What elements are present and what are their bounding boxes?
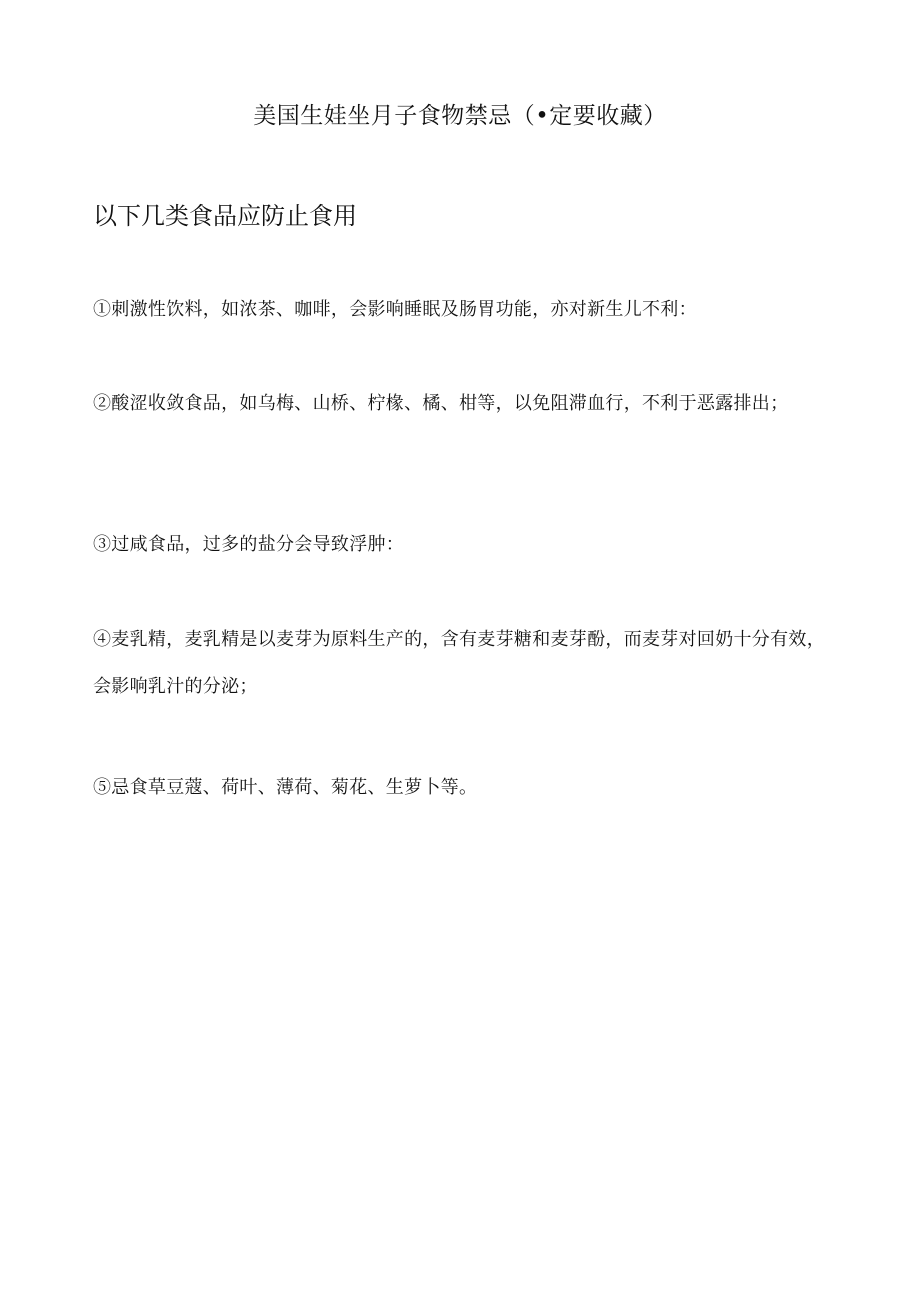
list-item: ②酸涩收敛食品，如乌梅、山桥、柠椽、橘、柑等，以免阻滞血行，不利于恶露排出； — [93, 393, 789, 414]
document-title: 美国生娃坐月子食物禁忌（•定要收藏） — [253, 103, 667, 129]
list-item: ⑤忌食草豆蔻、荷叶、薄荷、菊花、生萝卜等。 — [93, 777, 478, 798]
list-item: ③过咸食品，过多的盐分会导致浮肿： — [93, 534, 405, 555]
list-item: ④麦乳精，麦乳精是以麦芽为原料生产的，含有麦芽糖和麦芽酚，而麦芽对回奶十分有效，会影响乳汁的分泌； — [93, 629, 825, 697]
section-heading: 以下几类食品应防止食用 — [93, 202, 357, 230]
list-item: ①刺激性饮料，如浓茶、咖啡，会影响睡眠及肠胃功能，亦对新生儿不利： — [93, 299, 697, 320]
